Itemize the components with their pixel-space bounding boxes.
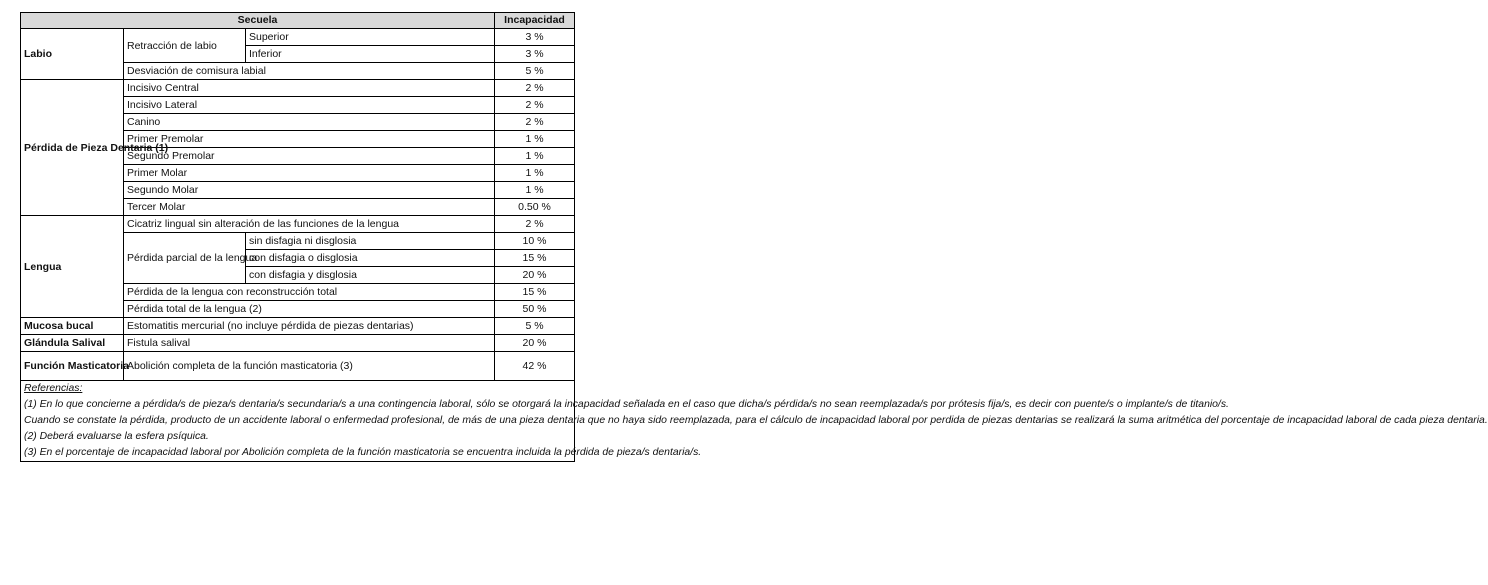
parcial-label: Pérdida parcial de la lengua <box>124 233 246 284</box>
cicatriz-pct: 2 % <box>495 216 575 233</box>
parcial-sub: con disfagia y disglosia <box>246 267 495 284</box>
table-row <box>21 29 575 46</box>
superior-label: Superior <box>246 29 495 46</box>
cicatriz-label: Cicatriz lingual sin alteración de las funciones de la lengua <box>124 216 495 233</box>
group-mucosa: Mucosa bucal <box>21 318 124 335</box>
perdida-total-label: Pérdida total de la lengua (2) <box>124 301 495 318</box>
desviacion-pct: 5 % <box>495 63 575 80</box>
references-title: Referencias: <box>24 383 83 394</box>
pieza-pct: 2 % <box>495 97 575 114</box>
header-secuela: Secuela <box>21 13 495 29</box>
funcion-desc: Abolición completa de la función masticatoria (3) <box>124 352 495 381</box>
reference-note-1-cont: Cuando se constate la pérdida, producto de un accidente laboral o enfermedad profesional, de más de una pieza dentaria que no haya sido reemplazada, para el cálculo de incapacidad laboral por perdida de piezas dentarias se realizará la suma aritmética del porcentaje de incapacidad laboral de cada pieza dentaria. <box>24 415 1488 426</box>
pieza-item: Incisivo Central <box>124 80 495 97</box>
references-row <box>21 381 575 462</box>
parcial-sub: sin disfagia ni disglosia <box>246 233 495 250</box>
reconstruccion-label: Pérdida de la lengua con reconstrucción total <box>124 284 495 301</box>
desviacion-label: Desviación de comisura labial <box>124 63 495 80</box>
parcial-sub-pct: 20 % <box>495 267 575 284</box>
glandula-desc: Fistula salival <box>124 335 495 352</box>
retraccion-label: Retracción de labio <box>124 29 246 63</box>
table-row <box>21 216 575 233</box>
mucosa-pct: 5 % <box>495 318 575 335</box>
pieza-pct: 1 % <box>495 148 575 165</box>
funcion-pct: 42 % <box>495 352 575 381</box>
group-pieza-dentaria: Pérdida de Pieza Dentaria (1) <box>21 80 124 216</box>
reconstruccion-pct: 15 % <box>495 284 575 301</box>
inferior-label: Inferior <box>246 46 495 63</box>
glandula-pct: 20 % <box>495 335 575 352</box>
pieza-item: Primer Premolar <box>124 131 495 148</box>
group-lengua: Lengua <box>21 216 124 318</box>
table-row <box>21 335 575 352</box>
table-row <box>21 80 575 97</box>
pieza-item: Tercer Molar <box>124 199 495 216</box>
parcial-sub-pct: 10 % <box>495 233 575 250</box>
incapacity-table <box>20 12 1488 462</box>
pieza-item: Incisivo Lateral <box>124 97 495 114</box>
table-row <box>21 352 575 381</box>
pieza-pct: 1 % <box>495 165 575 182</box>
pieza-item: Segundo Premolar <box>124 148 495 165</box>
pieza-pct: 1 % <box>495 131 575 148</box>
pieza-pct: 1 % <box>495 182 575 199</box>
parcial-sub: con disfagia o disglosia <box>246 250 495 267</box>
parcial-sub-pct: 15 % <box>495 250 575 267</box>
table-row <box>21 318 575 335</box>
pieza-item: Segundo Molar <box>124 182 495 199</box>
group-labio: Labio <box>21 29 124 80</box>
inferior-pct: 3 % <box>495 46 575 63</box>
reference-note-1: (1) En lo que concierne a pérdida/s de pieza/s dentaria/s secundaria/s a una contingencia laboral, sólo se otorgará la incapacidad señalada en el caso que dicha/s pérdida/s no sean reemplazada/s por prótesis fija/s, es decir con puente/s o implante/s de titanio/s. <box>24 399 1229 410</box>
perdida-total-pct: 50 % <box>495 301 575 318</box>
pieza-pct: 2 % <box>495 80 575 97</box>
references-cell <box>21 381 1488 462</box>
table-header-row <box>21 13 575 29</box>
reference-note-2: (2) Deberá evaluarse la esfera psíquica. <box>24 431 209 442</box>
group-funcion: Función Masticatoria <box>21 352 124 381</box>
pieza-item: Primer Molar <box>124 165 495 182</box>
superior-pct: 3 % <box>495 29 575 46</box>
pieza-item: Canino <box>124 114 495 131</box>
pieza-pct: 2 % <box>495 114 575 131</box>
reference-note-3: (3) En el porcentaje de incapacidad laboral por Abolición completa de la función masticatoria se encuentra incluida la pérdida de pieza/s dentaria/s. <box>24 447 702 458</box>
mucosa-desc: Estomatitis mercurial (no incluye pérdida de piezas dentarias) <box>124 318 495 335</box>
group-glandula: Glándula Salival <box>21 335 124 352</box>
pieza-pct: 0.50 % <box>495 199 575 216</box>
header-incapacidad: Incapacidad <box>495 13 575 29</box>
